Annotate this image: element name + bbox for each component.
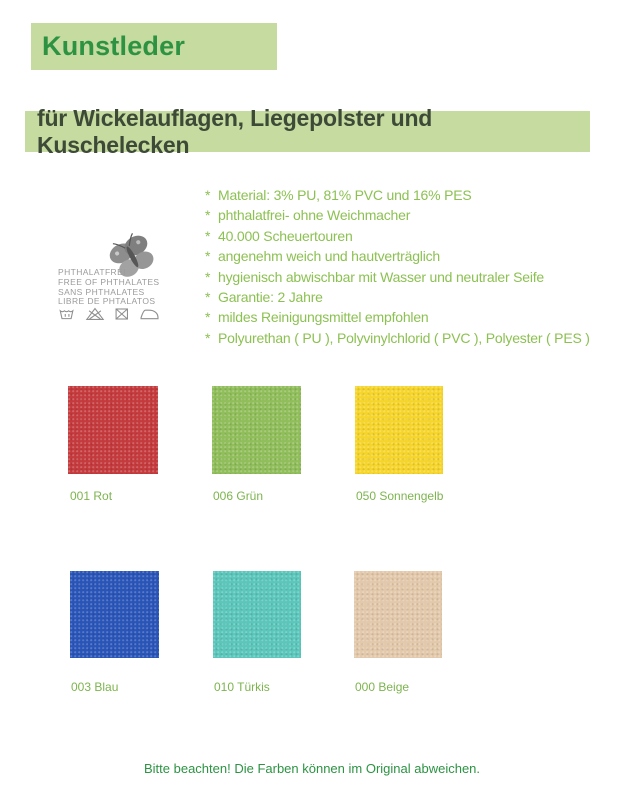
title-banner [31, 23, 277, 70]
feature-item [205, 287, 590, 307]
swatch-label: 000 Beige [355, 680, 410, 694]
feature-item [205, 226, 590, 246]
feature-item [205, 307, 590, 327]
swatch-label: 001 Rot [70, 489, 113, 503]
bullet-star: * [205, 227, 211, 244]
page-title: Kunstleder [42, 31, 186, 61]
logo-text [58, 268, 160, 307]
logo-line: LIBRE DE PHTALATOS [58, 296, 156, 307]
color-swatch-gruen [212, 386, 301, 474]
feature-text: 40.000 Scheuertouren [218, 227, 353, 244]
feature-item [205, 328, 590, 348]
do-not-tumble-dry-icon [112, 306, 132, 322]
feature-text: mildes Reinigungsmittel empfohlen [218, 309, 429, 326]
feature-list [205, 185, 590, 348]
page-subtitle: für Wickelauflagen, Liegepolster und Kuschelecken [37, 104, 433, 158]
logo-line: FREE OF PHTHALATES [58, 276, 160, 287]
color-swatch-tuerkis [213, 571, 301, 658]
bullet-star: * [205, 289, 211, 306]
feature-text: hygienisch abwischbar mit Wasser und neutraler Seife [218, 268, 545, 285]
bullet-star: * [205, 248, 211, 265]
iron-icon [139, 306, 161, 322]
color-swatch-rot [68, 386, 158, 474]
feature-text: Polyurethan ( PU ), Polyvinylchlorid ( PVC ), Polyester ( PES ) [218, 329, 590, 346]
feature-text: angenehm weich und hautverträglich [218, 248, 441, 265]
swatch-label: 050 Sonnengelb [356, 489, 444, 503]
logo-line: SANS PHTHALATES [58, 286, 145, 297]
swatch-label: 006 Grün [213, 489, 264, 503]
feature-text: Garantie: 2 Jahre [218, 289, 323, 306]
swatch-label: 010 Türkis [214, 680, 270, 694]
logo-line: PHTHALATFREI [58, 267, 126, 277]
feature-item [205, 205, 590, 225]
phthalate-free-logo [58, 234, 178, 329]
bullet-star: * [205, 268, 211, 285]
do-not-bleach-icon [85, 306, 105, 322]
swatch-label: 003 Blau [71, 680, 119, 694]
footer-note: Bitte beachten! Die Farben können im Original abweichen. [143, 761, 481, 776]
feature-text: Material: 3% PU, 81% PVC und 16% PES [218, 187, 472, 203]
feature-text: phthalatfrei- ohne Weichmacher [218, 207, 411, 224]
bullet-star: * [205, 309, 211, 326]
color-swatch-beige [354, 571, 442, 658]
care-symbols-row [58, 306, 161, 322]
feature-item [205, 267, 590, 287]
subtitle-banner [25, 104, 590, 158]
color-swatch-blau [70, 571, 159, 658]
bullet-star: * [205, 187, 211, 203]
washtub-icon [58, 306, 78, 322]
bullet-star: * [205, 207, 211, 224]
bullet-star: * [205, 329, 211, 346]
feature-item [205, 185, 590, 205]
feature-item [205, 246, 590, 266]
color-swatch-sonnengelb [355, 386, 443, 474]
